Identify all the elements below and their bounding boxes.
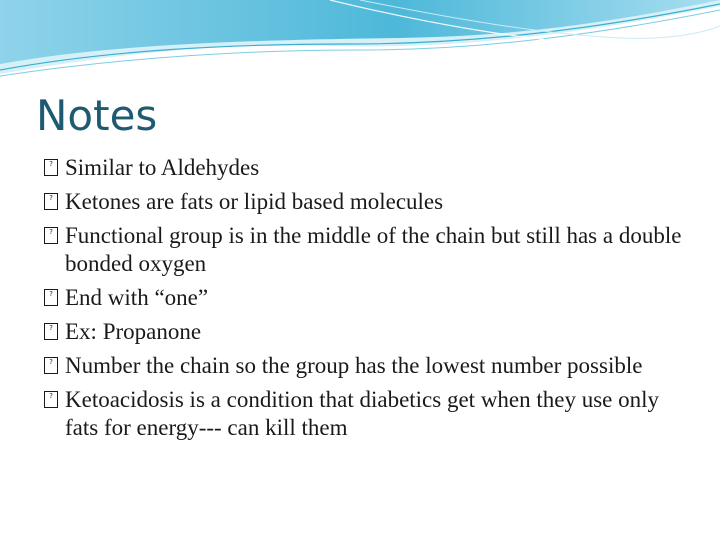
- bullet-item: [44, 284, 694, 312]
- bullet-item: [44, 386, 694, 442]
- wave-header-decoration: [0, 0, 720, 90]
- bullet-item: [44, 352, 694, 380]
- bullet-text: Ex: Propanone: [65, 319, 202, 344]
- missing-glyph-box-icon: ?: [44, 289, 58, 306]
- bullet-text: Ketoacidosis is a condition that diabetics get when they use only fats for energy--- can kill them: [65, 387, 660, 440]
- bullet-text: Similar to Aldehydes: [65, 155, 260, 180]
- slide-title: Notes: [36, 91, 158, 140]
- missing-glyph-box-icon: ?: [44, 193, 58, 210]
- missing-glyph-box-icon: ?: [44, 391, 58, 408]
- bullet-list: [44, 154, 694, 448]
- missing-glyph-box-icon: ?: [44, 357, 58, 374]
- missing-glyph-box-icon: ?: [44, 227, 58, 244]
- bullet-text: Functional group is in the middle of the chain but still has a double bonded oxygen: [65, 223, 682, 276]
- bullet-text: Ketones are fats or lipid based molecules: [65, 189, 444, 214]
- bullet-item: [44, 154, 694, 182]
- bullet-item: [44, 222, 694, 278]
- bullet-item: [44, 188, 694, 216]
- bullet-text: End with “one”: [65, 285, 209, 310]
- missing-glyph-box-icon: ?: [44, 323, 58, 340]
- bullet-text: Number the chain so the group has the lowest number possible: [65, 353, 643, 378]
- bullet-item: [44, 318, 694, 346]
- missing-glyph-box-icon: ?: [44, 159, 58, 176]
